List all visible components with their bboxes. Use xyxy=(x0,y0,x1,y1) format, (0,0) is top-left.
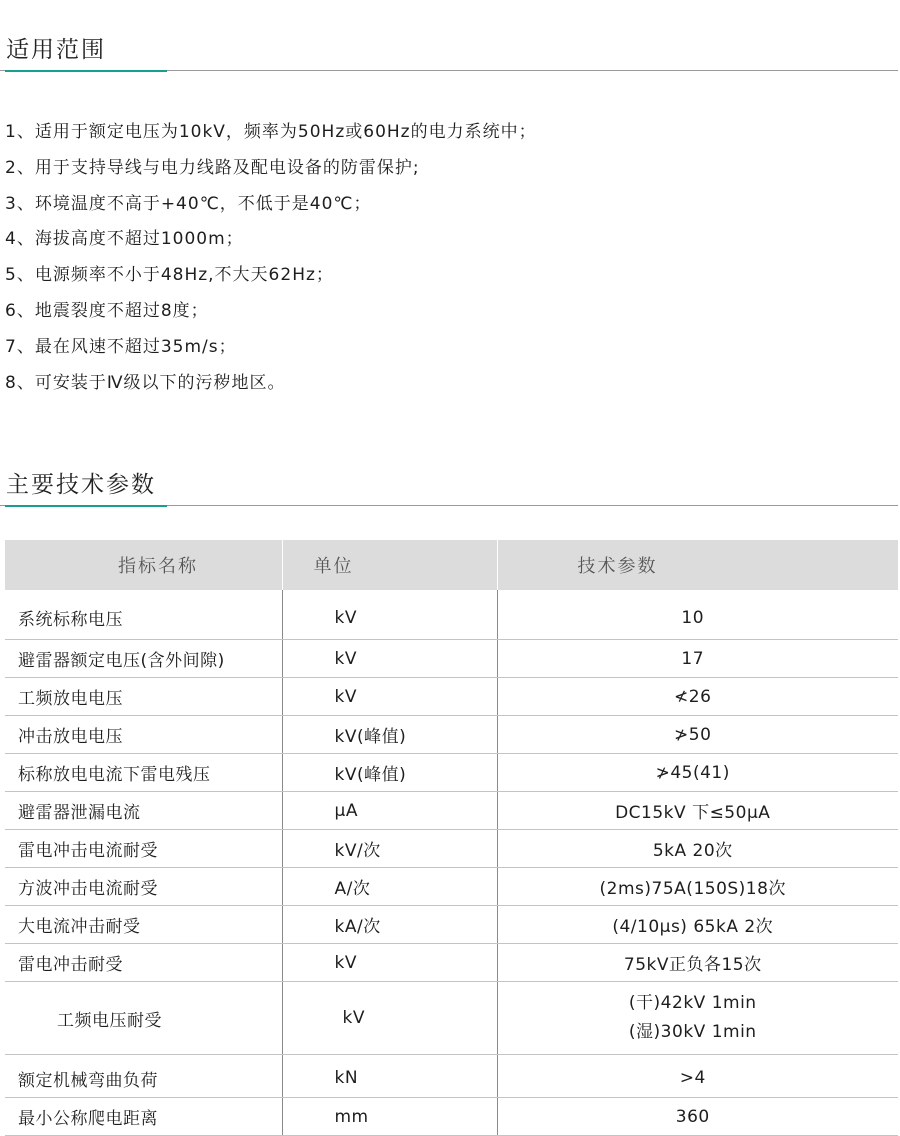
table-row xyxy=(5,982,898,1055)
row-value: 75kV正负各15次 xyxy=(497,944,898,982)
row-name: 冲击放电电压 xyxy=(5,716,282,754)
header-indicator-name: 指标名称 xyxy=(5,540,282,590)
table-row xyxy=(5,590,898,640)
table-row xyxy=(5,906,898,944)
table-row xyxy=(5,678,898,716)
row-value: 10 xyxy=(497,590,898,640)
table-header-row xyxy=(5,540,898,590)
row-unit: kV xyxy=(282,640,497,678)
scope-item: 2、用于支持导线与电力线路及配电设备的防雷保护; xyxy=(5,157,420,178)
row-value-line: (湿)30kV 1min xyxy=(628,1022,757,1042)
table-row xyxy=(5,1055,898,1098)
scope-item: 8、可安装于Ⅳ级以下的污秽地区。 xyxy=(5,372,286,393)
params-title-accent xyxy=(5,505,167,507)
table-row xyxy=(5,1098,898,1136)
table-row xyxy=(5,716,898,754)
scope-item: 4、海拔高度不超过1000m； xyxy=(5,229,244,250)
table-row xyxy=(5,830,898,868)
row-value: 360 xyxy=(497,1098,898,1136)
scope-item: 3、环境温度不高于+40℃，不低于是40℃； xyxy=(5,193,372,214)
header-tech-params: 技术参数 xyxy=(497,540,898,590)
scope-item: 7、最在风速不超过35m/s； xyxy=(5,336,237,357)
row-name: 额定机械弯曲负荷 xyxy=(5,1055,282,1098)
row-unit: kA/次 xyxy=(282,906,497,944)
row-name: 标称放电电流下雷电残压 xyxy=(5,754,282,792)
params-title: 主要技术参数 xyxy=(6,472,156,498)
row-name: 方波冲击电流耐受 xyxy=(5,868,282,906)
row-value: ≯45(41) xyxy=(497,754,898,792)
scope-title: 适用范围 xyxy=(6,37,106,63)
row-value xyxy=(497,982,898,1055)
row-unit: kV/次 xyxy=(282,830,497,868)
row-name: 避雷器泄漏电流 xyxy=(5,792,282,830)
row-name: 雷电冲击耐受 xyxy=(5,944,282,982)
table-row xyxy=(5,640,898,678)
row-value: >4 xyxy=(497,1055,898,1098)
row-unit: kV xyxy=(282,944,497,982)
table-row xyxy=(5,868,898,906)
table-row xyxy=(5,944,898,982)
scope-item: 6、地震裂度不超过8度； xyxy=(5,300,209,321)
scope-section-header xyxy=(0,30,898,71)
row-value: ≮26 xyxy=(497,678,898,716)
row-value: (4/10μs) 65kA 2次 xyxy=(497,906,898,944)
row-unit: kV(峰值) xyxy=(282,754,497,792)
row-value: ≯50 xyxy=(497,716,898,754)
row-name: 工频电压耐受 xyxy=(5,982,282,1055)
table-row xyxy=(5,754,898,792)
parameters-table xyxy=(5,540,898,1136)
row-unit: A/次 xyxy=(282,868,497,906)
scope-item: 1、适用于额定电压为10kV，频率为50Hz或60Hz的电力系统中； xyxy=(5,122,537,142)
row-name: 雷电冲击电流耐受 xyxy=(5,830,282,868)
row-unit: kN xyxy=(282,1055,497,1098)
row-name: 工频放电电压 xyxy=(5,678,282,716)
row-unit: mm xyxy=(282,1098,497,1136)
row-name: 最小公称爬电距离 xyxy=(5,1098,282,1136)
row-unit: μA xyxy=(282,792,497,830)
row-unit: kV(峰值) xyxy=(282,716,497,754)
params-section-header xyxy=(0,465,898,506)
table-row xyxy=(5,792,898,830)
row-value: 5kA 20次 xyxy=(497,830,898,868)
row-unit: kV xyxy=(282,982,497,1055)
row-value: DC15kV 下≤50μA xyxy=(497,792,898,830)
row-value: 17 xyxy=(497,640,898,678)
scope-list xyxy=(5,115,537,401)
row-value-line: (干)42kV 1min xyxy=(628,993,757,1013)
row-name: 避雷器额定电压(含外间隙) xyxy=(5,640,282,678)
row-unit: kV xyxy=(282,678,497,716)
row-unit: kV xyxy=(282,590,497,640)
row-name: 系统标称电压 xyxy=(5,590,282,640)
scope-item: 5、电源频率不小于48Hz,不大天62Hz； xyxy=(5,265,334,286)
scope-title-accent xyxy=(5,70,167,72)
row-name: 大电流冲击耐受 xyxy=(5,906,282,944)
row-value: (2ms)75A(150S)18次 xyxy=(497,868,898,906)
header-unit: 单位 xyxy=(282,540,497,590)
